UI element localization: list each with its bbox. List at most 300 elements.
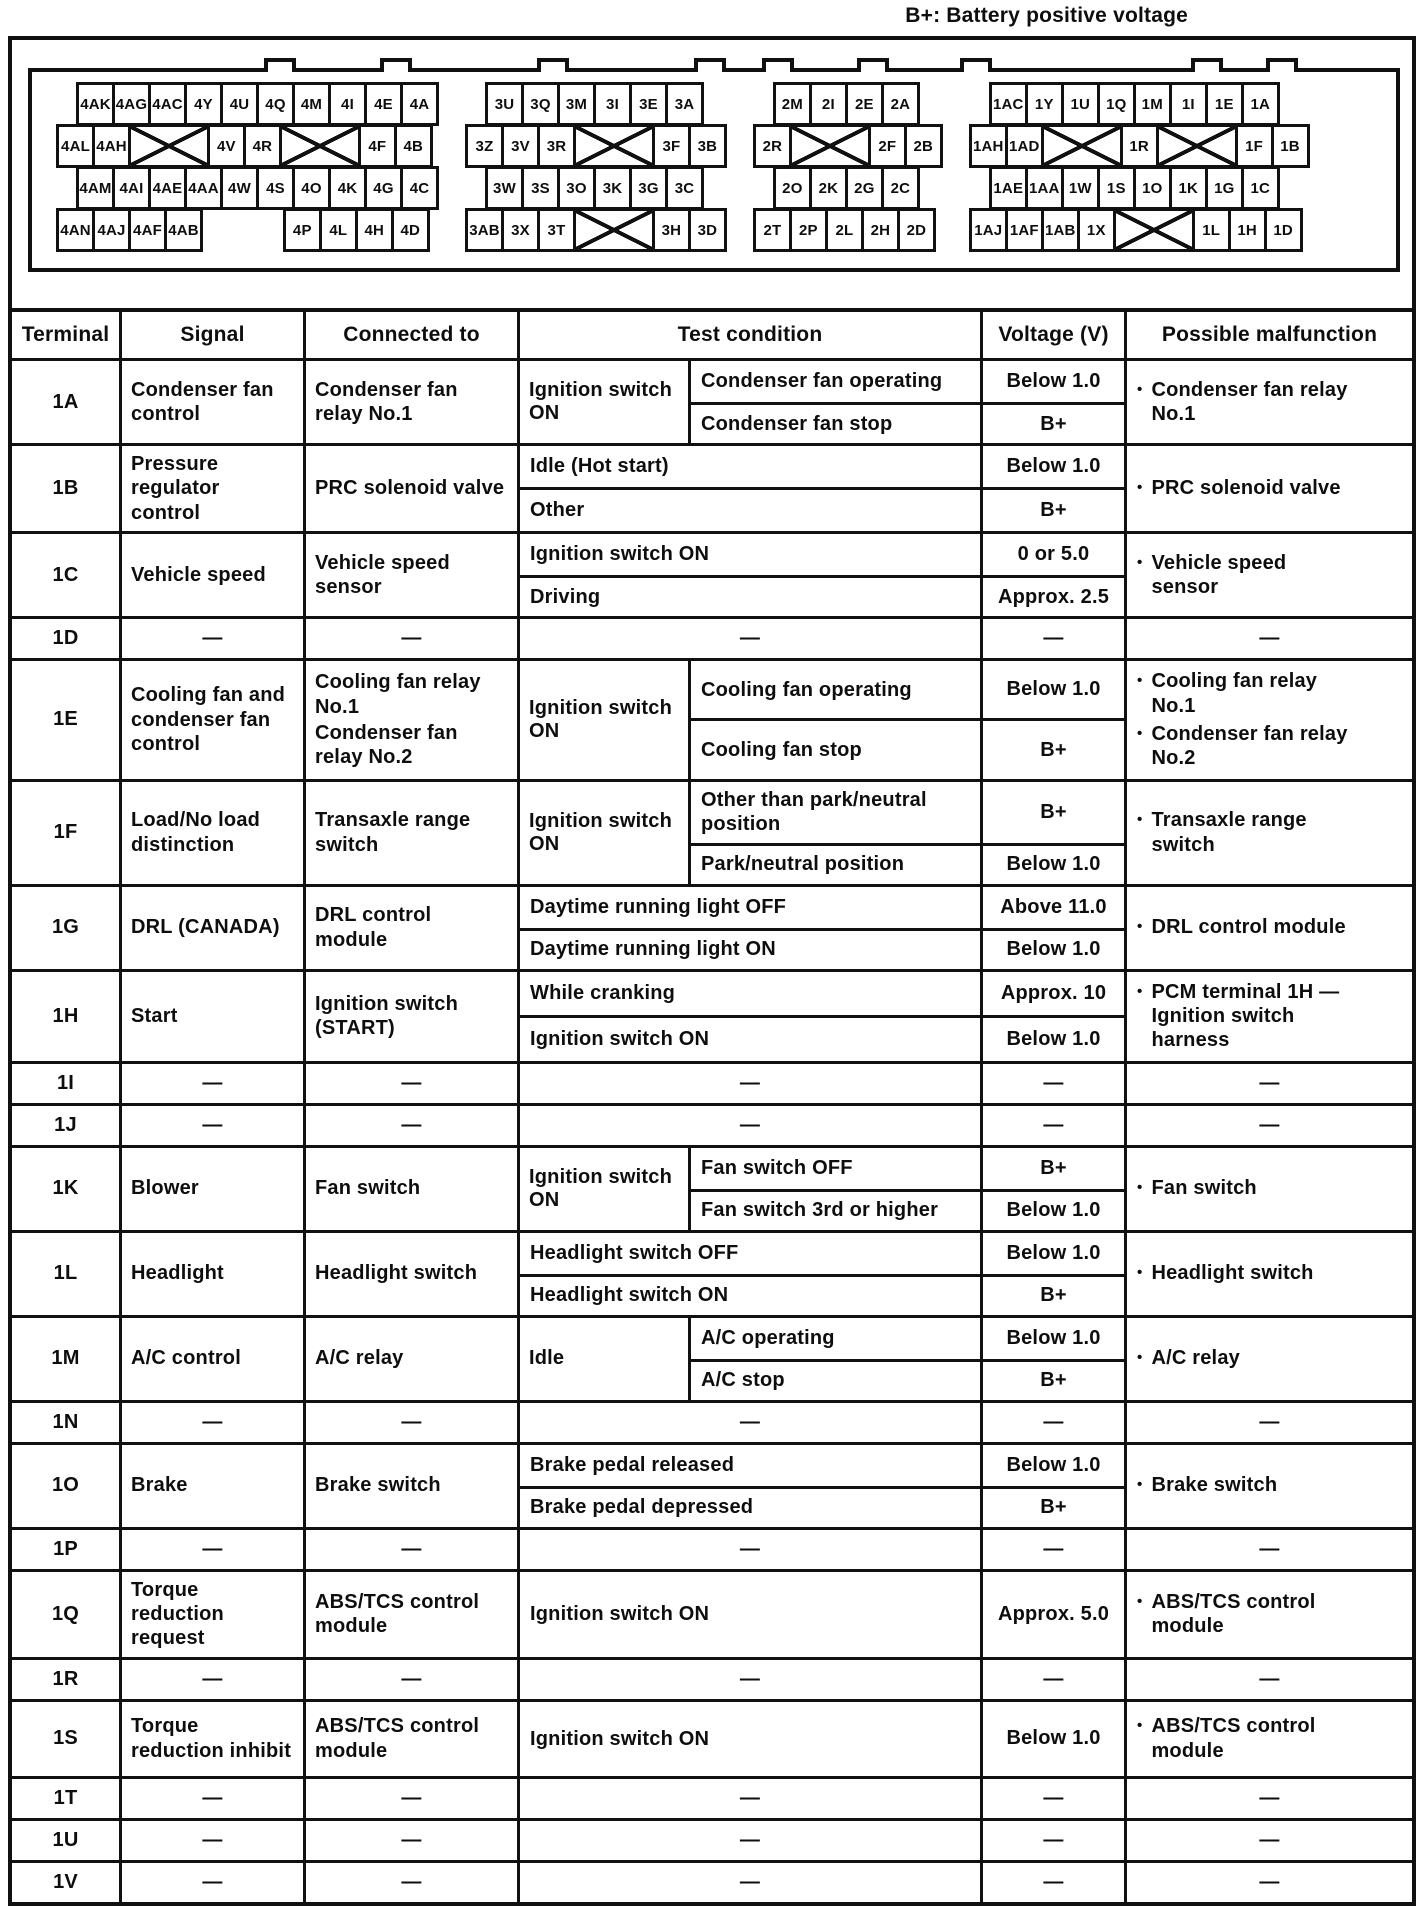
test-voltage-area (520, 1148, 1127, 1230)
test-condition-text: — (739, 1829, 761, 1852)
test-condition-cell (520, 887, 980, 928)
pin-row (773, 82, 943, 126)
test-condition-cell (520, 1233, 980, 1274)
pin-1R: 1R (1120, 124, 1159, 168)
test-condition-row (520, 928, 1124, 969)
signal-cell (122, 1821, 306, 1860)
connected-to-list (315, 1346, 404, 1370)
terminal-label: 1T (12, 1779, 122, 1818)
test-condition-text: Cooling fan operating (701, 678, 912, 701)
signal-text: — (202, 1113, 223, 1136)
signal-text: — (202, 1829, 223, 1852)
table-row-1a (12, 358, 1412, 443)
connector-notch (380, 58, 412, 72)
pin-4AB: 4AB (164, 208, 203, 252)
test-conditions (520, 1530, 1124, 1569)
terminal-label: 1I (12, 1064, 122, 1103)
test-condition-cell (520, 1572, 980, 1657)
pin-4A: 4A (400, 82, 439, 126)
pin-4H: 4H (355, 208, 394, 252)
test-condition-text: — (739, 1668, 761, 1691)
test-condition-cell (691, 782, 980, 843)
test-voltage-area (520, 1530, 1127, 1569)
test-condition-text: — (739, 1113, 761, 1136)
test-condition-text: Fan switch 3rd or higher (701, 1199, 939, 1222)
test-condition-text: Condenser fan stop (701, 412, 893, 435)
table-row-1j (12, 1103, 1412, 1145)
signal-cell (122, 1702, 306, 1776)
voltage-value: — (980, 1064, 1124, 1103)
table-row-1t (12, 1776, 1412, 1818)
test-conditions (520, 1660, 1124, 1699)
signal-text: Brake (131, 1474, 188, 1497)
table-row-1l (12, 1230, 1412, 1315)
pin-4AC: 4AC (148, 82, 187, 126)
pin-3Z: 3Z (465, 124, 504, 168)
voltage-value: Below 1.0 (980, 1233, 1124, 1274)
malfunction-cell (1127, 1233, 1412, 1315)
test-voltage-area (520, 1318, 1127, 1400)
malfunction-text: ABS/TCS control module (1151, 1590, 1316, 1638)
pin-row (465, 124, 727, 168)
connected-to-cell (306, 661, 520, 779)
pin-1O: 1O (1133, 166, 1172, 210)
connector-notch (1266, 58, 1298, 72)
connected-to-text: — (401, 1410, 422, 1433)
blocked-pin (279, 124, 361, 168)
table-row-1q (12, 1569, 1412, 1657)
pin-3A: 3A (665, 82, 704, 126)
signal-cell (122, 534, 306, 616)
malfunction-cell: — (1259, 1537, 1280, 1560)
pin-4O: 4O (292, 166, 331, 210)
pin-4B: 4B (394, 124, 433, 168)
signal-text: — (202, 1668, 223, 1691)
malfunction-item (1137, 808, 1356, 857)
pin-1G: 1G (1205, 166, 1244, 210)
test-condition-text: Daytime running light ON (530, 938, 776, 961)
pin-2P: 2P (789, 208, 828, 252)
pin-4G: 4G (364, 166, 403, 210)
blocked-pin (1041, 124, 1123, 168)
connector-notch (694, 58, 726, 72)
test-condition-cell (691, 1318, 980, 1359)
pin-4AJ: 4AJ (92, 208, 131, 252)
pin-4C: 4C (400, 166, 439, 210)
test-condition-cell (520, 619, 980, 658)
test-condition-text: — (739, 1871, 761, 1894)
signal-text: Load/No load distinction (131, 809, 261, 856)
table-row-1h (12, 969, 1412, 1061)
battery-voltage-note: B+: Battery positive voltage (905, 4, 1188, 27)
malfunction-text: Fan switch (1151, 1177, 1257, 1200)
pin-3G: 3G (629, 166, 668, 210)
table-row-1r (12, 1657, 1412, 1699)
malfunction-cell: — (1259, 627, 1280, 650)
pin-1A: 1A (1241, 82, 1280, 126)
terminal-label: 1A (12, 361, 122, 443)
pin-3E: 3E (629, 82, 668, 126)
test-condition-row (691, 661, 1124, 718)
pin-row (56, 208, 439, 252)
pin-3I: 3I (593, 82, 632, 126)
pin-1Y: 1Y (1025, 82, 1064, 126)
pin-row (465, 208, 727, 252)
pin-1X: 1X (1077, 208, 1116, 252)
bullet-icon: • (1137, 811, 1143, 829)
manual-page (8, 4, 1416, 1906)
test-conditions (520, 1445, 1124, 1527)
test-condition-cell (520, 1106, 980, 1145)
voltage-value: — (980, 1106, 1124, 1145)
pin-3X: 3X (501, 208, 540, 252)
blocked-pin (128, 124, 210, 168)
pin-row (753, 208, 943, 252)
signal-cell (122, 361, 306, 443)
test-condition-cell (520, 1863, 980, 1902)
pin-3M: 3M (557, 82, 596, 126)
terminal-label: 1J (12, 1106, 122, 1145)
pin-2C: 2C (881, 166, 920, 210)
connector-groups (56, 84, 1310, 252)
signal-text: — (202, 1537, 223, 1560)
connector-notch (1191, 58, 1223, 72)
test-condition-cell (520, 1779, 980, 1818)
test-condition-text: — (739, 1410, 761, 1433)
signal-cell (122, 1660, 306, 1699)
pin-4E: 4E (364, 82, 403, 126)
blocked-pin (573, 124, 655, 168)
connected-to-list (315, 903, 508, 952)
test-condition-row (520, 887, 1124, 928)
terminal-label: 1K (12, 1148, 122, 1230)
pin-4R: 4R (243, 124, 282, 168)
malfunction-cell (1127, 534, 1412, 616)
connected-to-text: — (401, 1787, 422, 1810)
test-condition-row (520, 1274, 1124, 1315)
connected-to-text: — (401, 1871, 422, 1894)
test-voltage-area (520, 1702, 1127, 1776)
test-voltage-area (520, 1660, 1127, 1699)
signal-text: — (202, 1071, 223, 1094)
bullet-icon: • (1137, 1264, 1143, 1282)
pin-1AA: 1AA (1025, 166, 1064, 210)
test-condition-text: Daytime running light OFF (530, 895, 787, 918)
test-condition-cell (520, 1403, 980, 1442)
pin-2A: 2A (881, 82, 920, 126)
pin-2K: 2K (809, 166, 848, 210)
table-row-1e (12, 658, 1412, 779)
connector-notch (762, 58, 794, 72)
malfunction-item (1137, 1590, 1356, 1639)
signal-cell (122, 1148, 306, 1230)
voltage-value: — (980, 1779, 1124, 1818)
voltage-value: Approx. 5.0 (980, 1572, 1124, 1657)
blocked-pin (789, 124, 871, 168)
malfunction-cell: — (1259, 1870, 1280, 1893)
signal-text: DRL (CANADA) (131, 916, 280, 939)
pin-1L: 1L (1192, 208, 1231, 252)
terminal-label: 1O (12, 1445, 122, 1527)
pin-3S: 3S (521, 166, 560, 210)
malfunction-item (1137, 1261, 1314, 1285)
test-condition-row (691, 402, 1124, 443)
test-conditions (520, 1106, 1124, 1145)
connected-to-cell (306, 1148, 520, 1230)
test-condition-cell (520, 1821, 980, 1860)
table-row-1d (12, 616, 1412, 658)
test-condition-cell (520, 1277, 980, 1315)
malfunction-cell (1127, 361, 1412, 443)
voltage-value: 0 or 5.0 (980, 534, 1124, 575)
test-condition-row (520, 1702, 1124, 1776)
connected-to-text: ABS/TCS control module (315, 1715, 480, 1762)
terminal-label: 1R (12, 1660, 122, 1699)
test-condition-row (691, 1359, 1124, 1400)
pin-1AD: 1AD (1005, 124, 1044, 168)
test-condition-text: — (739, 1537, 761, 1560)
pin-3O: 3O (557, 166, 596, 210)
connected-to-list (315, 1261, 477, 1285)
pin-3C: 3C (665, 166, 704, 210)
pin-group-3 (465, 84, 727, 252)
table-row-1p (12, 1527, 1412, 1569)
test-voltage-area (520, 1445, 1127, 1527)
pin-1AH: 1AH (969, 124, 1008, 168)
test-conditions (520, 1403, 1124, 1442)
connected-to-text: Condenser fan relay No.1 (315, 378, 458, 425)
connected-to-cell (306, 1064, 520, 1103)
malfunction-text: DRL control module (1151, 916, 1346, 939)
signal-text: Headlight (131, 1262, 224, 1285)
pin-4AN: 4AN (56, 208, 95, 252)
test-conditions (520, 619, 1124, 658)
connected-to-cell (306, 1572, 520, 1657)
signal-text: Torque reduction inhibit (131, 1715, 292, 1762)
test-condition-cell (691, 661, 980, 718)
blocked-pin (1113, 208, 1195, 252)
table-row-1v (12, 1860, 1412, 1902)
test-condition-cell (520, 446, 980, 487)
connected-to-cell (306, 534, 520, 616)
pin-1M: 1M (1133, 82, 1172, 126)
bullet-icon: • (1137, 724, 1143, 742)
table-row-1g (12, 884, 1412, 969)
connected-to-text: Fan switch (315, 1177, 421, 1200)
signal-cell (122, 1530, 306, 1569)
connected-to-list (315, 1473, 441, 1497)
test-condition-row (520, 1660, 1124, 1699)
pcm-connector-outline (28, 68, 1400, 272)
test-condition-cell (520, 1445, 980, 1486)
test-condition-cell (520, 578, 980, 616)
connected-to-cell (306, 1445, 520, 1527)
connector-notch (537, 58, 569, 72)
connected-to-text: — (401, 1829, 422, 1852)
pin-4S: 4S (256, 166, 295, 210)
voltage-value: Below 1.0 (980, 1192, 1124, 1230)
test-voltage-area (520, 1233, 1127, 1315)
connected-to-text: Brake switch (315, 1474, 441, 1497)
terminal-label: 1B (12, 446, 122, 531)
signal-text: — (202, 1787, 223, 1810)
voltage-value: Below 1.0 (980, 1018, 1124, 1061)
pin-1B: 1B (1271, 124, 1310, 168)
voltage-value: Approx. 2.5 (980, 578, 1124, 616)
bullet-icon: • (1137, 479, 1143, 497)
connector-diagram-box (8, 36, 1416, 308)
pin-1AE: 1AE (989, 166, 1028, 210)
pin-2F: 2F (868, 124, 907, 168)
malfunction-item (1137, 551, 1356, 600)
pin-4AM: 4AM (76, 166, 115, 210)
pin-4AI: 4AI (112, 166, 151, 210)
test-condition-row (691, 361, 1124, 402)
table-row-1n (12, 1400, 1412, 1442)
bullet-icon: • (1137, 1179, 1143, 1197)
signal-cell (122, 972, 306, 1061)
test-voltage-area (520, 619, 1127, 658)
test-condition-text: Ignition switch ON (530, 1603, 710, 1626)
signal-text: Blower (131, 1177, 199, 1200)
pin-4V: 4V (207, 124, 246, 168)
signal-text: Cooling fan and condenser fan control (131, 684, 286, 756)
connected-to-cell (306, 1779, 520, 1818)
test-condition-row (520, 1445, 1124, 1486)
voltage-value: Approx. 10 (980, 972, 1124, 1015)
connected-to-text: ABS/TCS control module (315, 1590, 480, 1638)
pin-3R: 3R (537, 124, 576, 168)
voltage-value: — (980, 619, 1124, 658)
test-condition-text: Condenser fan operating (701, 370, 943, 393)
voltage-value: Below 1.0 (980, 361, 1124, 402)
malfunction-text: Cooling fan relay No.1 (1151, 670, 1318, 717)
test-conditions (520, 1863, 1124, 1902)
pin-3F: 3F (652, 124, 691, 168)
test-conditions (520, 1779, 1124, 1818)
test-condition-row (691, 1318, 1124, 1359)
connected-to-list (315, 378, 508, 427)
pin-2L: 2L (825, 208, 864, 252)
test-condition-row (520, 1779, 1124, 1818)
pin-3K: 3K (593, 166, 632, 210)
test-condition-text: Driving (530, 585, 601, 608)
signal-cell (122, 1445, 306, 1527)
test-voltage-area (520, 1064, 1127, 1103)
test-condition-row (691, 843, 1124, 884)
test-condition-row (520, 1064, 1124, 1103)
connected-to-cell (306, 1233, 520, 1315)
malfunction-item (1137, 378, 1356, 427)
connected-to-cell (306, 1660, 520, 1699)
connected-to-text: Transaxle range switch (315, 809, 471, 856)
table-row-1b (12, 443, 1412, 531)
test-condition-cell (691, 405, 980, 443)
test-condition-cell (520, 490, 980, 531)
pin-1AF: 1AF (1005, 208, 1044, 252)
test-condition-cell (520, 972, 980, 1015)
pin-3T: 3T (537, 208, 576, 252)
blocked-pin (573, 208, 655, 252)
connected-to-cell (306, 887, 520, 969)
malfunction-text: PCM terminal 1H — Ignition switch harness (1151, 980, 1340, 1052)
connector-notch (960, 58, 992, 72)
pin-2O: 2O (773, 166, 812, 210)
voltage-value: Below 1.0 (980, 1445, 1124, 1486)
malfunction-item (1137, 1346, 1240, 1370)
test-condition-row (691, 782, 1124, 843)
voltage-value: B+ (980, 1362, 1124, 1400)
bullet-icon: • (1137, 672, 1143, 690)
signal-cell (122, 661, 306, 779)
test-voltage-area (520, 1106, 1127, 1145)
connected-to-cell (306, 1530, 520, 1569)
test-voltage-area (520, 1779, 1127, 1818)
test-voltage-area (520, 361, 1127, 443)
signal-cell (122, 1572, 306, 1657)
signal-cell (122, 446, 306, 531)
connected-to-text: Cooling fan relay No.1 (315, 671, 481, 718)
test-condition-row (520, 1403, 1124, 1442)
test-condition-row (520, 972, 1124, 1015)
pin-1H: 1H (1228, 208, 1267, 252)
table-row-1o (12, 1442, 1412, 1527)
connected-to-cell (306, 1702, 520, 1776)
test-conditions (691, 1148, 1124, 1230)
pin-3U: 3U (485, 82, 524, 126)
malfunction-text: Transaxle range switch (1151, 809, 1307, 856)
connected-to-cell (306, 1863, 520, 1902)
test-condition-cell (691, 1192, 980, 1230)
test-conditions (520, 1702, 1124, 1776)
test-condition-cell (520, 1489, 980, 1527)
test-condition-row (520, 619, 1124, 658)
connected-to-cell (306, 782, 520, 884)
test-conditions (520, 972, 1124, 1061)
pin-2G: 2G (845, 166, 884, 210)
voltage-value: — (980, 1821, 1124, 1860)
test-condition-cell (691, 1362, 980, 1400)
test-condition-text: Brake pedal depressed (530, 1496, 754, 1519)
malfunction-cell (1127, 661, 1412, 779)
malfunction-cell (1127, 1148, 1412, 1230)
table-row-1c (12, 531, 1412, 616)
test-conditions (520, 1572, 1124, 1657)
malfunction-text: Headlight switch (1151, 1262, 1314, 1285)
pin-4AK: 4AK (76, 82, 115, 126)
test-voltage-area (520, 661, 1127, 779)
pin-1U: 1U (1061, 82, 1100, 126)
connector-notch (264, 58, 296, 72)
connected-to-text: Condenser fan relay No.2 (315, 721, 458, 769)
pin-2I: 2I (809, 82, 848, 126)
pin-row (989, 166, 1310, 210)
connected-to-text: — (401, 1537, 422, 1560)
test-condition-row (520, 1233, 1124, 1274)
test-condition-text: Cooling fan stop (701, 738, 862, 761)
malfunction-cell (1127, 1702, 1412, 1776)
pin-4M: 4M (292, 82, 331, 126)
test-condition-text: — (739, 1787, 761, 1810)
pin-1S: 1S (1097, 166, 1136, 210)
pin-row (773, 166, 943, 210)
pin-2D: 2D (897, 208, 936, 252)
malfunction-text: A/C relay (1151, 1347, 1240, 1370)
terminal-label: 1Q (12, 1572, 122, 1657)
header-terminal: Terminal (12, 312, 122, 358)
signal-cell (122, 1863, 306, 1902)
connected-to-text: Headlight switch (315, 1262, 478, 1285)
